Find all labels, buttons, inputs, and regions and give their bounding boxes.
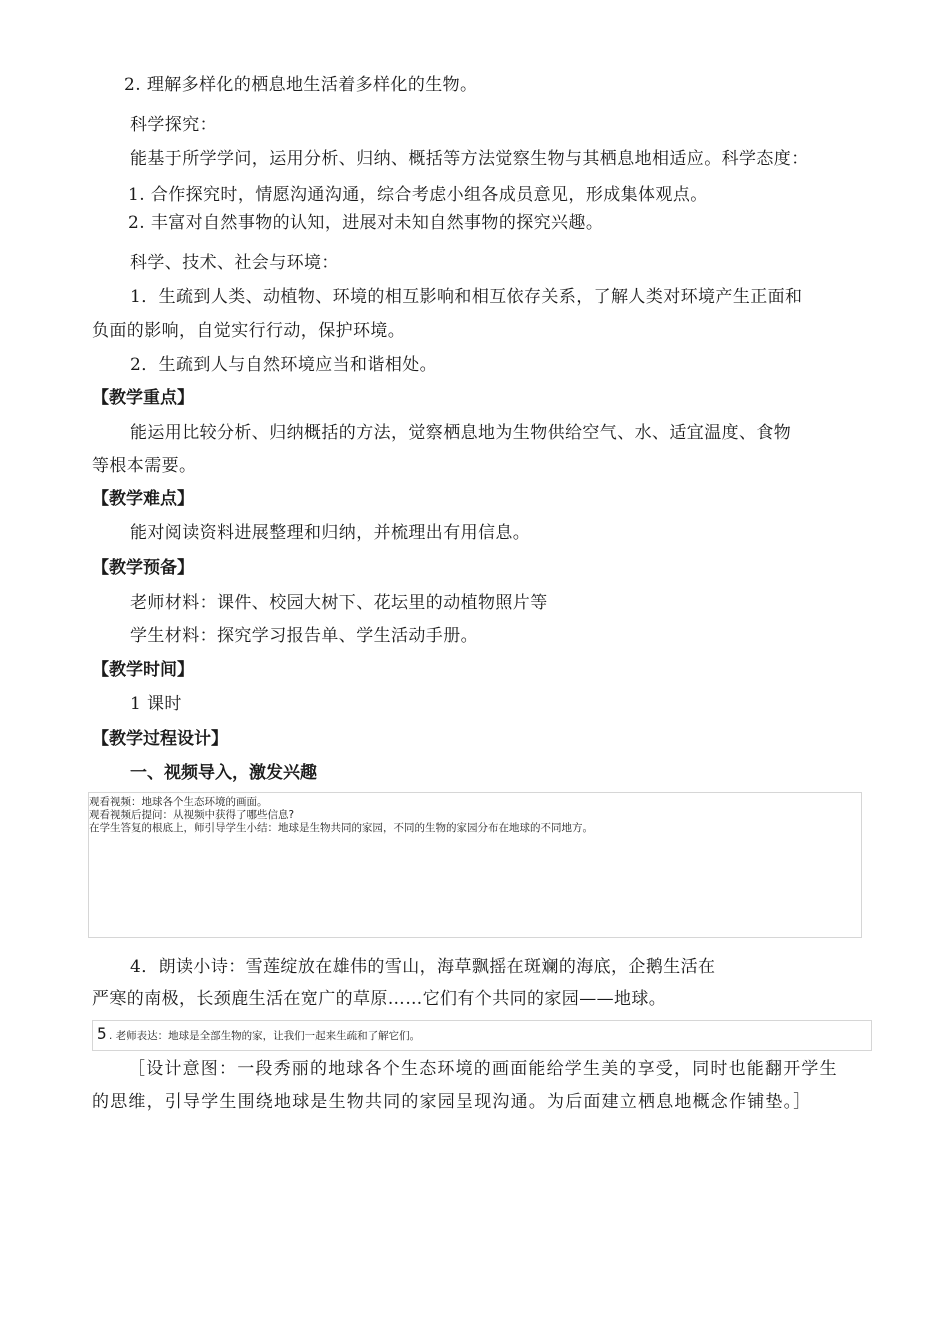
step-4-line2: 严寒的南极，长颈鹿生活在宽广的草原……它们有个共同的家园——地球。 <box>92 989 667 1009</box>
attitude-item-1: 1. 合作探究时，情愿沟通沟通，综合考虑小组各成员意见，形成集体观点。 <box>128 185 708 205</box>
attitude-item-2: 2. 丰富对自然事物的认知，进展对未知自然事物的探究兴趣。 <box>128 213 604 233</box>
key-points-heading: 【教学重点】 <box>92 388 194 408</box>
science-inquiry-label: 科学探究： <box>130 115 217 135</box>
key-points-line1: 能运用比较分析、归纳概括的方法，觉察栖息地为生物供给空气、水、适宜温度、食物 <box>130 423 792 443</box>
difficulties-text: 能对阅读资料进展整理和归纳，并梳理出有用信息。 <box>130 523 531 543</box>
teacher-statement-box <box>92 1020 872 1051</box>
time-text: 1 课时 <box>130 694 182 714</box>
design-intent-line2: 的思维，引导学生围绕地球是生物共同的家园呈现沟通。为后面建立栖息地概念作铺垫。］ <box>92 1092 812 1112</box>
video-intro-line1: 观看视频：地球各个生态环境的画面。 <box>89 796 268 808</box>
section-1-title: 一、视频导入，激发兴趣 <box>130 763 317 783</box>
video-intro-line2: 观看视频后提问：从视频中获得了哪些信息? <box>89 809 295 821</box>
sts-label: 科学、技术、社会与环境： <box>130 253 339 273</box>
step-4-line1: 4．朗读小诗：雪莲绽放在雄伟的雪山，海草飘摇在斑斓的海底，企鹅生活在 <box>130 957 716 977</box>
sts-item-1-line2: 负面的影响，自觉实行行动，保护环境。 <box>92 321 406 341</box>
design-intent-line1: ［设计意图：一段秀丽的地球各个生态环境的画面能给学生美的享受，同时也能翻开学生 <box>128 1059 838 1079</box>
teacher-materials: 老师材料：课件、校园大树下、花坛里的动植物照片等 <box>130 593 548 613</box>
science-inquiry-text: 能基于所学学问，运用分析、归纳、概括等方法觉察生物与其栖息地相适应。科学态度： <box>130 149 809 169</box>
sts-item-2: 2．生疏到人与自然环境应当和谐相处。 <box>130 355 438 375</box>
video-intro-line3: 在学生答复的根底上，师引导学生小结：地球是生物共同的家园，不同的生物的家园分布在地球的不同地方。 <box>89 822 593 834</box>
objective-item-2: 2. 理解多样化的栖息地生活着多样化的生物。 <box>124 75 478 95</box>
step-5-number: 5 <box>97 1024 107 1043</box>
preparation-heading: 【教学预备】 <box>92 558 194 578</box>
student-materials: 学生材料：探究学习报告单、学生活动手册。 <box>130 626 478 646</box>
difficulties-heading: 【教学难点】 <box>92 489 194 509</box>
time-heading: 【教学时间】 <box>92 660 194 680</box>
step-5-text: . 老师表达：地球是全部生物的家，让我们一起来生疏和了解它们。 <box>109 1030 421 1042</box>
sts-item-1-line1: 1．生疏到人类、动植物、环境的相互影响和相互依存关系，了解人类对环境产生正面和 <box>130 287 803 307</box>
video-intro-box <box>88 792 862 938</box>
key-points-line2: 等根本需要。 <box>92 456 197 476</box>
process-heading: 【教学过程设计】 <box>92 729 228 749</box>
